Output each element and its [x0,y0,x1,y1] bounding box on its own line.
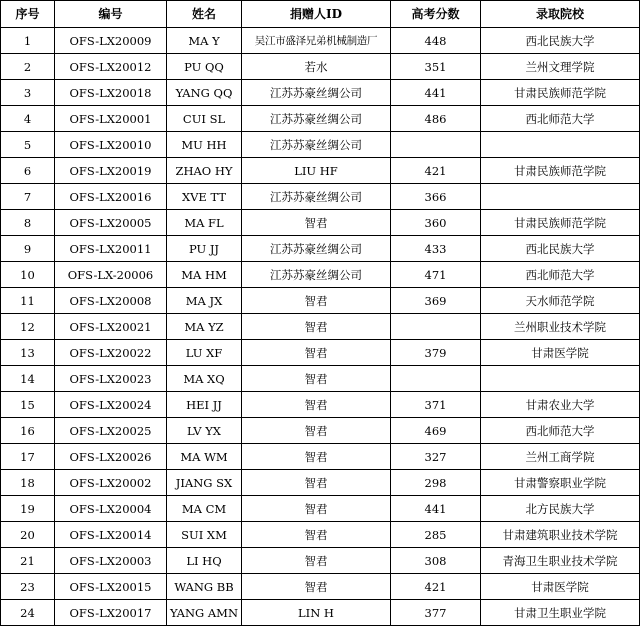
cell-code: OFS-LX20021 [55,314,167,340]
cell-serial: 17 [1,444,55,470]
cell-school: 兰州文理学院 [481,54,640,80]
cell-code: OFS-LX20026 [55,444,167,470]
cell-name: LU XF [167,340,242,366]
cell-code: OFS-LX20024 [55,392,167,418]
cell-code: OFS-LX20018 [55,80,167,106]
cell-code: OFS-LX20002 [55,470,167,496]
table-row [1,80,640,106]
cell-donor: 智君 [242,340,391,366]
cell-school [481,132,640,158]
cell-name: MA CM [167,496,242,522]
cell-score: 421 [391,158,481,184]
cell-donor: 智君 [242,574,391,600]
cell-name: MA WM [167,444,242,470]
cell-name: MA XQ [167,366,242,392]
cell-donor: LIN H [242,600,391,626]
cell-score: 366 [391,184,481,210]
cell-school: 兰州工商学院 [481,444,640,470]
cell-serial: 4 [1,106,55,132]
table-body [1,28,640,626]
cell-code: OFS-LX-20006 [55,262,167,288]
header-name: 姓名 [167,1,242,28]
cell-code: OFS-LX20009 [55,28,167,54]
cell-code: OFS-LX20023 [55,366,167,392]
cell-score [391,132,481,158]
cell-code: OFS-LX20010 [55,132,167,158]
header-donor-id: 捐赠人ID [242,1,391,28]
cell-name: PU QQ [167,54,242,80]
cell-name: MA HM [167,262,242,288]
table-row [1,106,640,132]
cell-donor: 智君 [242,392,391,418]
cell-serial: 24 [1,600,55,626]
cell-score: 377 [391,600,481,626]
table-row [1,600,640,626]
cell-score: 433 [391,236,481,262]
table-row [1,470,640,496]
header-admitted-school: 录取院校 [481,1,640,28]
table-row [1,210,640,236]
cell-name: HEI JJ [167,392,242,418]
cell-school: 青海卫生职业技术学院 [481,548,640,574]
table-row [1,132,640,158]
cell-serial: 3 [1,80,55,106]
cell-code: OFS-LX20001 [55,106,167,132]
cell-school: 甘肃警察职业学院 [481,470,640,496]
cell-name: ZHAO HY [167,158,242,184]
table-row [1,444,640,470]
cell-school: 兰州职业技术学院 [481,314,640,340]
cell-score: 351 [391,54,481,80]
table-row [1,340,640,366]
cell-school: 西北师范大学 [481,418,640,444]
cell-donor: 智君 [242,522,391,548]
cell-name: MA FL [167,210,242,236]
cell-code: OFS-LX20025 [55,418,167,444]
cell-serial: 20 [1,522,55,548]
cell-serial: 14 [1,366,55,392]
cell-name: MU HH [167,132,242,158]
header-exam-score: 高考分数 [391,1,481,28]
cell-school: 西北民族大学 [481,236,640,262]
cell-name: YANG QQ [167,80,242,106]
cell-school: 甘肃医学院 [481,574,640,600]
cell-serial: 21 [1,548,55,574]
cell-school: 甘肃建筑职业技术学院 [481,522,640,548]
table-row [1,158,640,184]
cell-score: 469 [391,418,481,444]
cell-donor: 江苏苏豪丝绸公司 [242,132,391,158]
cell-donor: 智君 [242,548,391,574]
cell-school [481,184,640,210]
cell-score: 360 [391,210,481,236]
cell-school: 西北民族大学 [481,28,640,54]
cell-score: 285 [391,522,481,548]
cell-school: 西北师范大学 [481,106,640,132]
cell-donor: 智君 [242,496,391,522]
cell-name: PU JJ [167,236,242,262]
cell-school: 甘肃医学院 [481,340,640,366]
cell-serial: 11 [1,288,55,314]
table-row [1,366,640,392]
cell-score: 379 [391,340,481,366]
header-serial: 序号 [1,1,55,28]
cell-score: 371 [391,392,481,418]
cell-serial: 6 [1,158,55,184]
cell-school: 天水师范学院 [481,288,640,314]
cell-school: 甘肃民族师范学院 [481,158,640,184]
cell-name: WANG BB [167,574,242,600]
cell-score: 298 [391,470,481,496]
table-row [1,496,640,522]
cell-name: LV YX [167,418,242,444]
cell-name: MA Y [167,28,242,54]
cell-serial: 5 [1,132,55,158]
cell-donor: 智君 [242,418,391,444]
header-code: 编号 [55,1,167,28]
cell-score: 327 [391,444,481,470]
cell-code: OFS-LX20004 [55,496,167,522]
cell-donor: 智君 [242,366,391,392]
table-row [1,548,640,574]
table-row [1,184,640,210]
cell-serial: 12 [1,314,55,340]
cell-code: OFS-LX20017 [55,600,167,626]
cell-serial: 13 [1,340,55,366]
cell-donor: 江苏苏豪丝绸公司 [242,80,391,106]
cell-name: MA YZ [167,314,242,340]
cell-code: OFS-LX20019 [55,158,167,184]
cell-name: YANG AMN [167,600,242,626]
cell-score: 448 [391,28,481,54]
table-row [1,314,640,340]
table-row [1,54,640,80]
cell-school [481,366,640,392]
cell-school: 甘肃农业大学 [481,392,640,418]
table-row [1,288,640,314]
cell-code: OFS-LX20005 [55,210,167,236]
cell-donor: LIU HF [242,158,391,184]
cell-code: OFS-LX20015 [55,574,167,600]
cell-score: 441 [391,496,481,522]
cell-serial: 16 [1,418,55,444]
table-row [1,392,640,418]
cell-score [391,366,481,392]
cell-school: 西北师范大学 [481,262,640,288]
cell-score: 486 [391,106,481,132]
cell-school: 甘肃民族师范学院 [481,210,640,236]
cell-score: 441 [391,80,481,106]
cell-donor: 吴江市盛泽兄弟机械制造厂 [242,28,391,54]
cell-donor: 江苏苏豪丝绸公司 [242,262,391,288]
cell-name: JIANG SX [167,470,242,496]
cell-serial: 8 [1,210,55,236]
cell-donor: 智君 [242,470,391,496]
cell-donor: 智君 [242,288,391,314]
cell-serial: 2 [1,54,55,80]
cell-school: 甘肃民族师范学院 [481,80,640,106]
cell-donor: 智君 [242,210,391,236]
cell-score: 369 [391,288,481,314]
cell-serial: 1 [1,28,55,54]
cell-name: LI HQ [167,548,242,574]
cell-donor: 江苏苏豪丝绸公司 [242,236,391,262]
cell-score: 308 [391,548,481,574]
cell-serial: 7 [1,184,55,210]
cell-donor: 江苏苏豪丝绸公司 [242,184,391,210]
cell-serial: 23 [1,574,55,600]
cell-serial: 15 [1,392,55,418]
cell-school: 北方民族大学 [481,496,640,522]
cell-name: CUI SL [167,106,242,132]
cell-donor: 江苏苏豪丝绸公司 [242,106,391,132]
cell-donor: 若水 [242,54,391,80]
cell-school: 甘肃卫生职业学院 [481,600,640,626]
table-row [1,236,640,262]
table-row [1,28,640,54]
cell-donor: 智君 [242,444,391,470]
table-row [1,522,640,548]
cell-name: SUI XM [167,522,242,548]
cell-name: MA JX [167,288,242,314]
cell-donor: 智君 [242,314,391,340]
cell-code: OFS-LX20022 [55,340,167,366]
cell-code: OFS-LX20003 [55,548,167,574]
cell-score: 421 [391,574,481,600]
cell-serial: 9 [1,236,55,262]
cell-score: 471 [391,262,481,288]
cell-score [391,314,481,340]
cell-code: OFS-LX20014 [55,522,167,548]
cell-serial: 10 [1,262,55,288]
cell-code: OFS-LX20011 [55,236,167,262]
table-row [1,418,640,444]
cell-serial: 19 [1,496,55,522]
table-row [1,574,640,600]
cell-code: OFS-LX20012 [55,54,167,80]
table-row [1,262,640,288]
cell-code: OFS-LX20016 [55,184,167,210]
cell-serial: 18 [1,470,55,496]
header-row [1,1,640,28]
cell-code: OFS-LX20008 [55,288,167,314]
cell-name: XVE TT [167,184,242,210]
